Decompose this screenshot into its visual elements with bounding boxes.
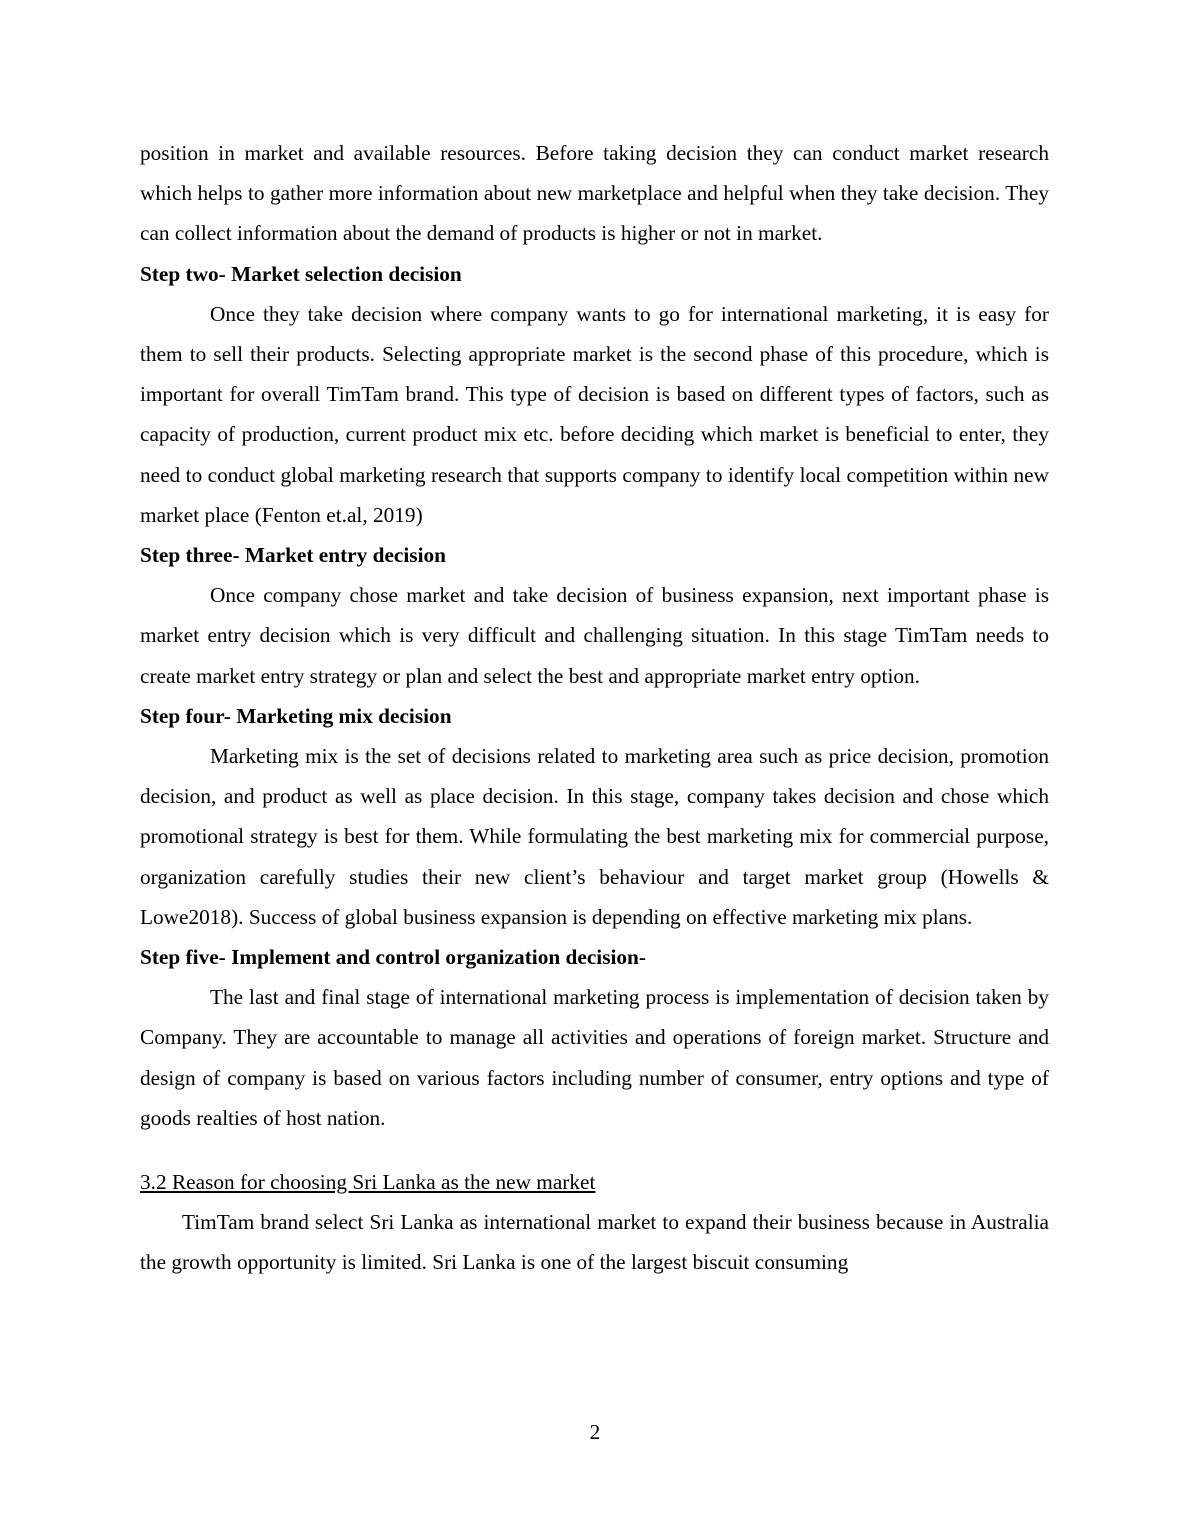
step-two-paragraph: Once they take decision where company wants to go for international marketing, it is easy for them to sell their products. Selecting appropriate market is the second phase of this procedure, which is important for overall TimTam brand. This type of decision is based on different types of factors, such as capacity of production, current product mix etc. before deciding which market is beneficial to enter, they need to conduct global marketing research that supports company to identify local competition within new market place (Fenton et.al, 2019) — [140, 301, 1049, 527]
step-two-heading: Step two- Market selection decision — [140, 261, 462, 286]
step-three-paragraph: Once company chose market and take decision of business expansion, next important phase is market entry decision which is very difficult and challenging situation. In this stage TimTam needs to create market entry strategy or plan and select the best and appropriate market entry option. — [140, 583, 1049, 688]
step-four-paragraph: Marketing mix is the set of decisions related to marketing area such as price decision, promotion decision, and product as well as place decision. In this stage, company takes decision and chose which promotional strategy is best for them. While formulating the best marketing mix for commercial purpose, organization carefully studies their new client’s behaviour and target market group (Howells & Lowe2018). Success of global business expansion is depending on effective marketing mix plans. — [140, 744, 1049, 929]
step-five-heading: Step five- Implement and control organization decision- — [140, 945, 646, 970]
step-four-heading: Step four- Marketing mix decision — [140, 703, 452, 728]
step-three-heading: Step three- Market entry decision — [140, 543, 446, 568]
step-five-paragraph: The last and final stage of international marketing process is implementation of decision taken by Company. They are accountable to manage all activities and operations of foreign market. Structure and design of company is based on various factors including number of consumer, entry options and type of goods realties of host nation. — [140, 985, 1049, 1130]
document-page — [140, 133, 1049, 1283]
section-paragraph: TimTam brand select Sri Lanka as international market to expand their business because in Australia the growth opportunity is limited. Sri Lanka is one of the largest biscuit consuming — [140, 1210, 1049, 1275]
intro-paragraph: position in market and available resources. Before taking decision they can conduct market research which helps to gather more information about new marketplace and helpful when they take decision. They can collect information about the demand of products is higher or not in market. — [140, 141, 1049, 246]
page-number: 2 — [589, 1420, 601, 1444]
section-title: 3.2 Reason for choosing Sri Lanka as the new market — [140, 1170, 596, 1195]
